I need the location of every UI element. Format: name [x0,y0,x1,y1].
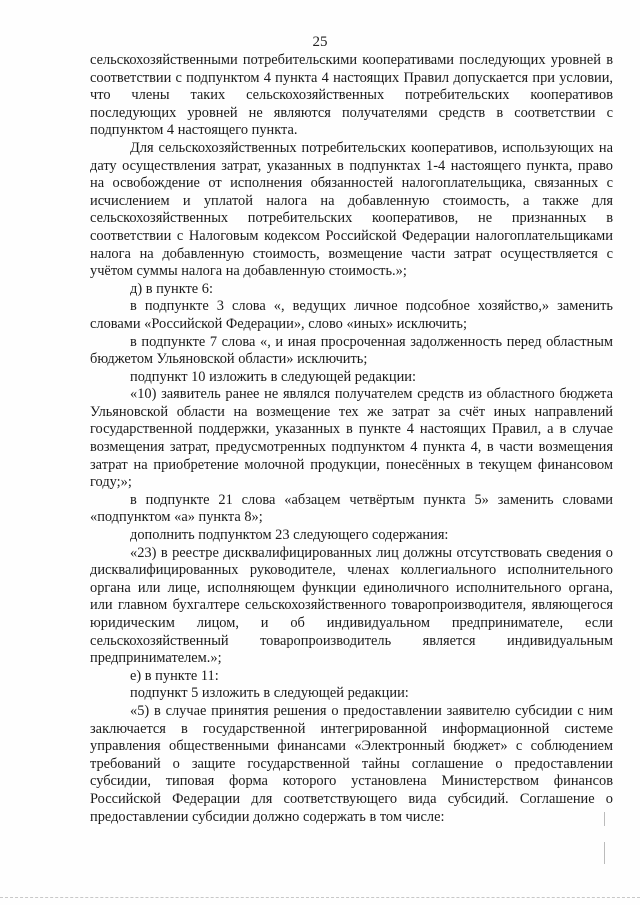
paragraph-subclause-7: в подпункте 7 слова «, и иная просроченная задолженность перед областным бюджетом Ульяновской области» исключить; [90,333,613,368]
paragraph-subclause-10-intro: подпункт 10 изложить в следующей редакции: [130,368,416,385]
page-number: 25 [312,34,328,50]
paragraph-subclause-21: в подпункте 21 слова «абзацем четвёртым пункта 5» заменить словами «подпунктом «а» пункта 8»; [90,491,613,526]
body-text [90,52,613,826]
paragraph-subclause-23-text: «23) в реестре дисквалифицированных лиц должны отсутствовать сведения о дисквалифицированных руководителе, членах коллегиального исполнительного органа или лице, исполняющем функции единоличного исполнительного органа, или главном бухгалтере сельскохозяйственного товаропроизводителя, являющегося юридическим лицом, и об индивидуальном предпринимателе, если сельскохозяйственный товаропроизводитель является индивидуальным предпринимателем.»; [90,544,613,667]
paragraph-vat-exemption: Для сельскохозяйственных потребительских кооперативов, использующих на дату осуществления затрат, указанных в подпунктах 1-4 настоящего пункта, право на освобождение от исполнения обязанностей налогоплательщика, связанных с исчислением и уплатой налога на добавленную стоимость, а также для сельскохозяйственных потребительских кооперативов, не признанных в соответствии с Налоговым кодексом Российской Федерации налогоплательщиками налога на добавленную стоимость, возмещение части затрат осуществляется с учётом суммы налога на добавленную стоимость.»; [90,139,613,280]
paragraph-subclause-23-intro: дополнить подпунктом 23 следующего содержания: [130,527,449,544]
paragraph-subclause-3: в подпункте 3 слова «, ведущих личное подсобное хозяйство,» заменить словами «Российской Федерации», слово «иных» исключить; [90,298,613,332]
paragraph-subclause-10-text: «10) заявитель ранее не являлся получателем средств из областного бюджета Ульяновской области на возмещение тех же затрат за счёт иных направлений государственной поддержки, указанных в пункте 4 настоящих Правил, а в случае возмещения затрат, предусмотренных подпунктом 4 пункта 4, в части возмещения затрат на приобретение молочной продукции, понесённых в текущем финансовом году;»; [90,386,613,491]
paragraph-subclause-5-text: «5) в случае принятия решения о предоставлении заявителю субсидии с ним заключается в государственной интегрированной информационной системе управления общественными финансами «Электронный бюджет» с соблюдением требований о защите государственной тайны соглашение о предоставлении субсидии, типовая форма которого установлена Министерством финансов Российской Федерации для соответствующего вида субсидий. Соглашение о предоставлении субсидии должно содержать в том числе: [90,702,613,825]
paragraph-clause-d: д) в пункте 6: [130,280,213,297]
scan-bottom-edge [0,897,640,898]
paragraph-clause-e: е) в пункте 11: [130,667,219,684]
scan-margin-mark [604,812,605,826]
paragraph-subclause-5-intro: подпункт 5 изложить в следующей редакции: [130,685,409,702]
paragraph-cooperatives-levels: сельскохозяйственными потребительскими кооперативами последующих уровней в соответствии с подпунктом 4 пункта 4 настоящих Правил допускается при условии, что члены таких сельскохозяйственных потребительских кооперативов последующих уровней не являются получателями средств в соответствии с подпунктом 4 настоящего пункта. [90,52,613,139]
scan-margin-mark [604,842,605,864]
